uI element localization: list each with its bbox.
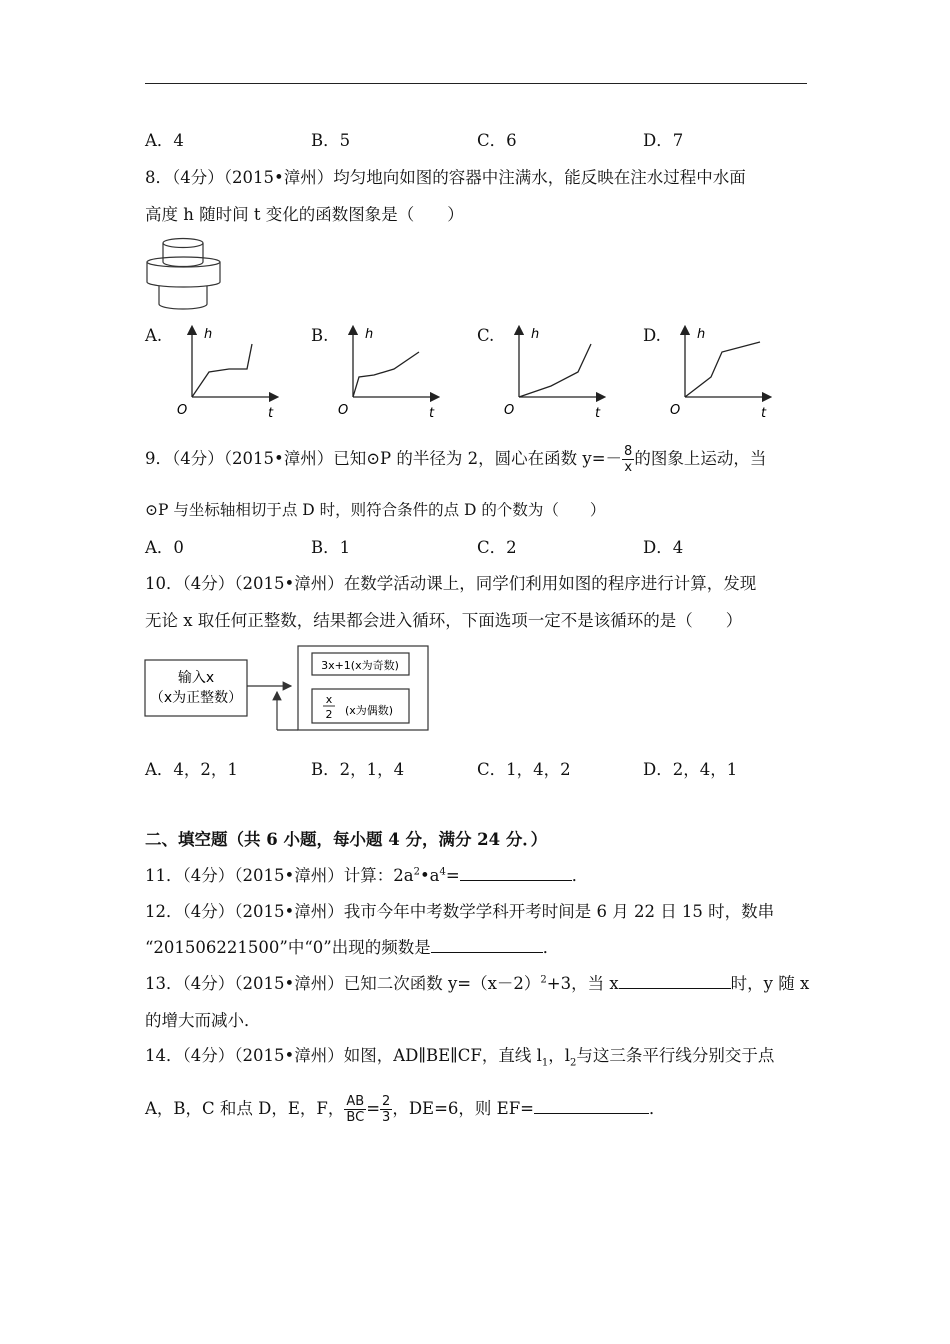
q8-option-c-label[interactable]: C.: [477, 326, 495, 345]
header-rule: [145, 83, 807, 84]
q9-option-c[interactable]: C．2: [477, 538, 517, 557]
q14-line2-post: ，DE=6，则 EF=: [392, 1099, 534, 1118]
q13-exp: 2: [540, 974, 547, 986]
q10-stem-line2: 无论 x 取任何正整数，结果都会进入循环，下面选项一定不是该循环的是（ ）: [145, 611, 743, 630]
q10-option-d[interactable]: D．2，4，1: [643, 760, 738, 779]
q14-stem-line2: [145, 1094, 665, 1125]
q10-option-a[interactable]: A．4，2，1: [145, 760, 238, 779]
flow-even-den: 2: [325, 708, 333, 721]
q8-graph-a-o: O: [177, 403, 188, 418]
q8-graph-d-h: h: [697, 327, 706, 342]
q10-stem-line1: 10．（4分）（2015•漳州）在数学活动课上，同学们利用如图的程序进行计算，发现: [145, 574, 757, 593]
q8-option-b-label[interactable]: B.: [311, 326, 329, 345]
q14-mid: ，l: [548, 1046, 571, 1065]
q14-fraction-ab-bc: [344, 1094, 366, 1125]
q8-graph-b[interactable]: [333, 322, 443, 422]
q7-option-d[interactable]: D．7: [643, 131, 684, 150]
q13-mid: +3，当 x: [546, 974, 619, 993]
q8-option-d-label[interactable]: D.: [643, 326, 661, 345]
q12-line2-post: ．: [542, 938, 560, 957]
q8-graph-d-o: O: [670, 403, 681, 418]
q7-option-c[interactable]: C．6: [477, 131, 517, 150]
q9-stem-line2: ⊙P 与坐标轴相切于点 D 时，则符合条件的点 D 的个数为（ ）: [145, 501, 606, 519]
flow-input-line1: 输入x: [177, 670, 215, 686]
q13-answer-blank[interactable]: [619, 972, 731, 989]
q11-exp2: 4: [439, 866, 446, 878]
q14-post: 与这三条平行线分别交于点: [576, 1046, 775, 1065]
q7-option-a[interactable]: A．4: [145, 131, 184, 150]
q11-eq: =: [445, 866, 460, 885]
flow-odd-box: 3x+1(x为奇数): [321, 659, 399, 672]
q8-stem-line1: 8．（4分）（2015•漳州）均匀地向如图的容器中注满水，能反映在注水过程中水面: [145, 168, 746, 187]
q11-exp1: 2: [413, 866, 420, 878]
q8-graph-c-o: O: [504, 403, 515, 418]
q10-option-c[interactable]: C．1，4，2: [477, 760, 571, 779]
q14-frac1-num: AB: [346, 1094, 365, 1109]
q8-graph-b-t: t: [429, 406, 435, 421]
q12-stem-line1: 12．（4分）（2015•漳州）我市今年中考数学学科开考时间是 6 月 22 日 15 时，数串: [145, 902, 775, 921]
q9-stem-pre: 9．（4分）（2015•漳州）已知⊙P 的半径为 2，圆心在函数 y=－: [145, 449, 623, 468]
q8-graph-d[interactable]: [665, 322, 775, 422]
q14-stem-line1: [145, 1042, 774, 1068]
q9-option-a[interactable]: A．0: [145, 538, 184, 557]
q9-fraction: [622, 444, 634, 475]
q14-frac2-den: 3: [382, 1110, 391, 1125]
q8-stem-line2: 高度 h 随时间 t 变化的函数图象是（ ）: [145, 205, 464, 224]
q14-pre: 14．（4分）（2015•漳州）如图，AD∥BE∥CF，直线 l: [145, 1046, 542, 1065]
q9-frac-den: x: [624, 460, 633, 475]
q12-line2-pre: “201506221500”中“0”出现的频数是: [145, 938, 431, 957]
q13-stem-line1: [145, 970, 809, 994]
q7-option-b[interactable]: B．5: [311, 131, 351, 150]
q8-graph-a-t: t: [268, 406, 274, 421]
q8-graph-a-h: h: [204, 327, 213, 342]
q12-stem-line2: [145, 934, 559, 958]
section-2-heading: 二、填空题（共 6 小题，每小题 4 分，满分 24 分．）: [145, 830, 548, 849]
q10-option-b[interactable]: B．2，1，4: [311, 760, 405, 779]
q9-option-b[interactable]: B．1: [311, 538, 351, 557]
q13-pre: 13．（4分）（2015•漳州）已知二次函数 y=（x－2）: [145, 974, 541, 993]
q8-graph-c-t: t: [595, 406, 601, 421]
q14-eq: =: [366, 1099, 381, 1118]
q14-sub2: 2: [570, 1057, 577, 1069]
q12-answer-blank[interactable]: [431, 936, 543, 953]
q11-post: ．: [571, 866, 589, 885]
q11-stem: [145, 862, 588, 886]
q9-stem-line1: [145, 444, 766, 475]
q8-option-a-label[interactable]: A.: [145, 326, 163, 345]
flow-even-text: (x为偶数): [344, 704, 394, 717]
q11-mid: •a: [419, 866, 440, 885]
q14-line2-pre: A，B，C 和点 D，E，F，: [145, 1099, 345, 1118]
q14-answer-blank[interactable]: [534, 1097, 649, 1114]
q9-option-d[interactable]: D．4: [643, 538, 684, 557]
q11-pre: 11．（4分）（2015•漳州）计算：2a: [145, 866, 414, 885]
q9-frac-num: 8: [624, 444, 633, 459]
q8-graph-c[interactable]: [499, 322, 609, 422]
q8-graph-d-t: t: [761, 406, 767, 421]
q14-end: ．: [648, 1099, 666, 1118]
q14-fraction-2-3: [380, 1094, 392, 1125]
q13-stem-line2: 的增大而减小．: [145, 1011, 261, 1030]
q14-frac1-den: BC: [346, 1110, 365, 1125]
q14-sub1: 1: [541, 1057, 549, 1069]
flow-input-line2: （x为正整数）: [149, 690, 243, 706]
q10-flowchart: [143, 640, 443, 736]
flow-even-num: x: [325, 693, 333, 706]
container-figure: [143, 236, 225, 312]
q8-graph-c-h: h: [531, 327, 540, 342]
q8-graph-a[interactable]: [172, 322, 282, 422]
q8-graph-b-o: O: [338, 403, 349, 418]
q9-stem-post: 的图象上运动，当: [634, 449, 767, 468]
q14-frac2-num: 2: [382, 1094, 391, 1109]
q11-answer-blank[interactable]: [460, 864, 572, 881]
q13-post: 时，y 随 x: [730, 974, 810, 993]
q8-graph-b-h: h: [365, 327, 374, 342]
